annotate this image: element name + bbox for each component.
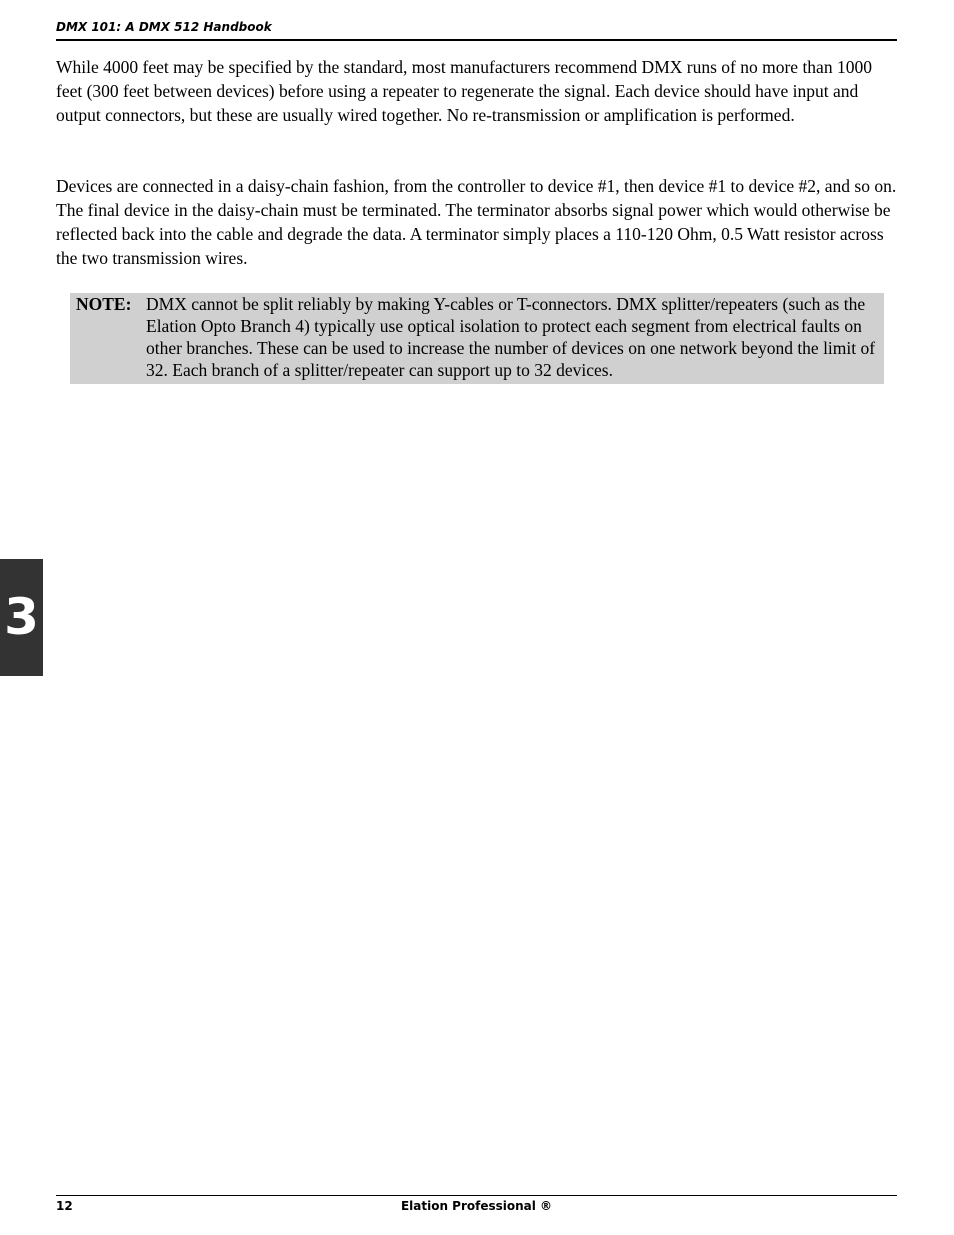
page-number: 12 — [56, 1199, 73, 1213]
paragraph-dmx-run-length: While 4000 feet may be specified by the standard, most manufacturers recommend DMX runs of no more than 1000 feet (300 feet between devices) before using a repeater to regenerate the signal. Each device should have input and output connectors, but these are usually wired together. No re-transmission or amplification is performed. — [56, 57, 872, 125]
paragraph-daisy-chain: Devices are connected in a daisy-chain fashion, from the controller to device #1, then device #1 to device #2, and so on. The final device in the daisy-chain must be terminated. The terminator absorbs signal power which would otherwise be reflected back into the cable and degrade the data. A terminator simply places a 110-120 Ohm, 0.5 Watt resistor across the two transmission wires. — [56, 176, 897, 268]
chapter-number: 3 — [4, 588, 39, 646]
running-header-title: DMX 101: A DMX 512 Handbook — [56, 20, 272, 34]
note-box — [70, 293, 884, 384]
running-header — [56, 19, 897, 41]
note-label: NOTE: — [76, 294, 132, 314]
note-text: DMX cannot be split reliably by making Y-cables or T-connectors. DMX splitter/repeaters (such as the Elation Opto Branch 4) typically use optical isolation to protect each segment from electrical faults on other branches. These can be used to increase the number of devices on one network beyond the limit of 32. Each branch of a splitter/repeater can support up to 32 devices. — [146, 294, 876, 380]
page-footer — [56, 1195, 897, 1220]
chapter-tab — [0, 559, 43, 676]
footer-publisher: Elation Professional ® — [400, 1199, 553, 1213]
